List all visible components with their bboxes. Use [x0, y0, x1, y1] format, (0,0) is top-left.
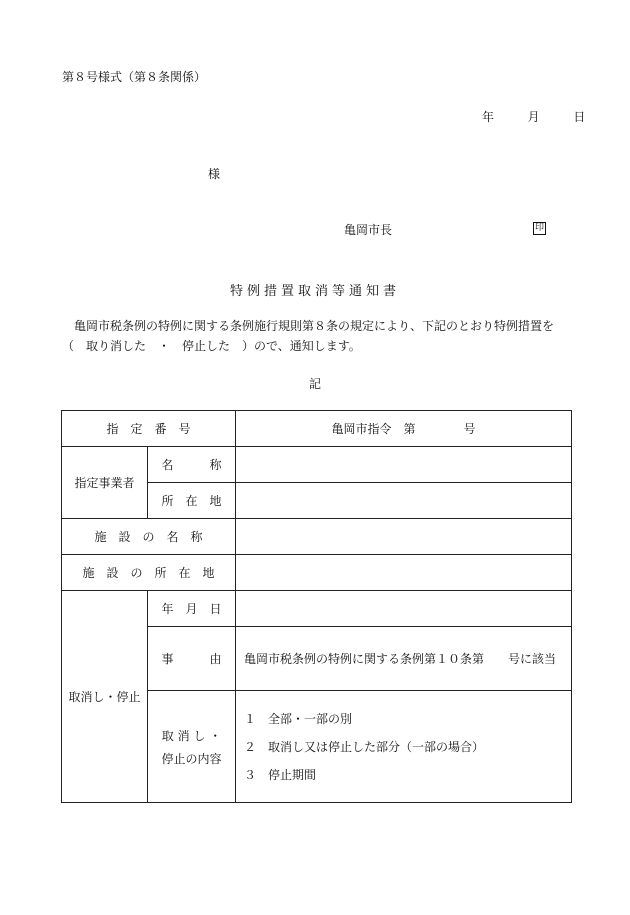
- seal-mark: 印: [534, 223, 544, 233]
- date-year: 年: [482, 110, 495, 124]
- content-item: ２ 取消し又は停止した部分（一部の場合）: [244, 739, 485, 754]
- date-day: 日: [573, 110, 586, 124]
- location-label: 所 在 地: [148, 483, 236, 519]
- form-number: 第８号様式（第８条関係）: [62, 70, 207, 84]
- name-value: [236, 447, 572, 483]
- document-title: 特例措置取消等通知書: [229, 284, 400, 299]
- facility-name-value: [236, 519, 572, 555]
- name-label: 名 称: [148, 447, 236, 483]
- location-value: [236, 483, 572, 519]
- date-month: 月: [527, 110, 540, 124]
- body-line-1: 亀岡市税条例の特例に関する条例施行規則第８条の規定により、下記のとおり特例措置を: [74, 319, 555, 333]
- designation-number-label: 指 定 番 号: [62, 411, 236, 447]
- date-value: [236, 591, 572, 627]
- body-text: [62, 316, 577, 356]
- content-label: [148, 691, 236, 803]
- date-line: [482, 108, 585, 125]
- designation-number-value: 亀岡市指令 第 号: [236, 411, 572, 447]
- reason-value: 亀岡市税条例の特例に関する条例第１０条第 号に該当: [236, 627, 572, 691]
- content-label-line-2: 停止の内容: [161, 751, 222, 766]
- content-item: １ 全部・一部の別: [244, 711, 353, 726]
- cancel-label: 取消し・停止: [62, 591, 148, 803]
- facility-location-label: 施 設 の 所 在 地: [62, 555, 236, 591]
- facility-location-value: [236, 555, 572, 591]
- reason-label: 事 由: [148, 627, 236, 691]
- notice-table: [61, 410, 572, 803]
- addressee-suffix: 様: [208, 167, 221, 181]
- designated-business-label: 指定事業者: [62, 447, 148, 519]
- issuer-name: 亀岡市長: [344, 223, 393, 237]
- content-items: [236, 691, 572, 803]
- date-label: 年 月 日: [148, 591, 236, 627]
- content-label-line-1: 取 消 し ・: [161, 728, 222, 743]
- ki-heading: 記: [308, 377, 321, 391]
- body-line-2: （ 取り消した ・ 停止した ）ので、通知します。: [62, 339, 361, 353]
- content-item: ３ 停止期間: [244, 767, 317, 782]
- facility-name-label: 施 設 の 名 称: [62, 519, 236, 555]
